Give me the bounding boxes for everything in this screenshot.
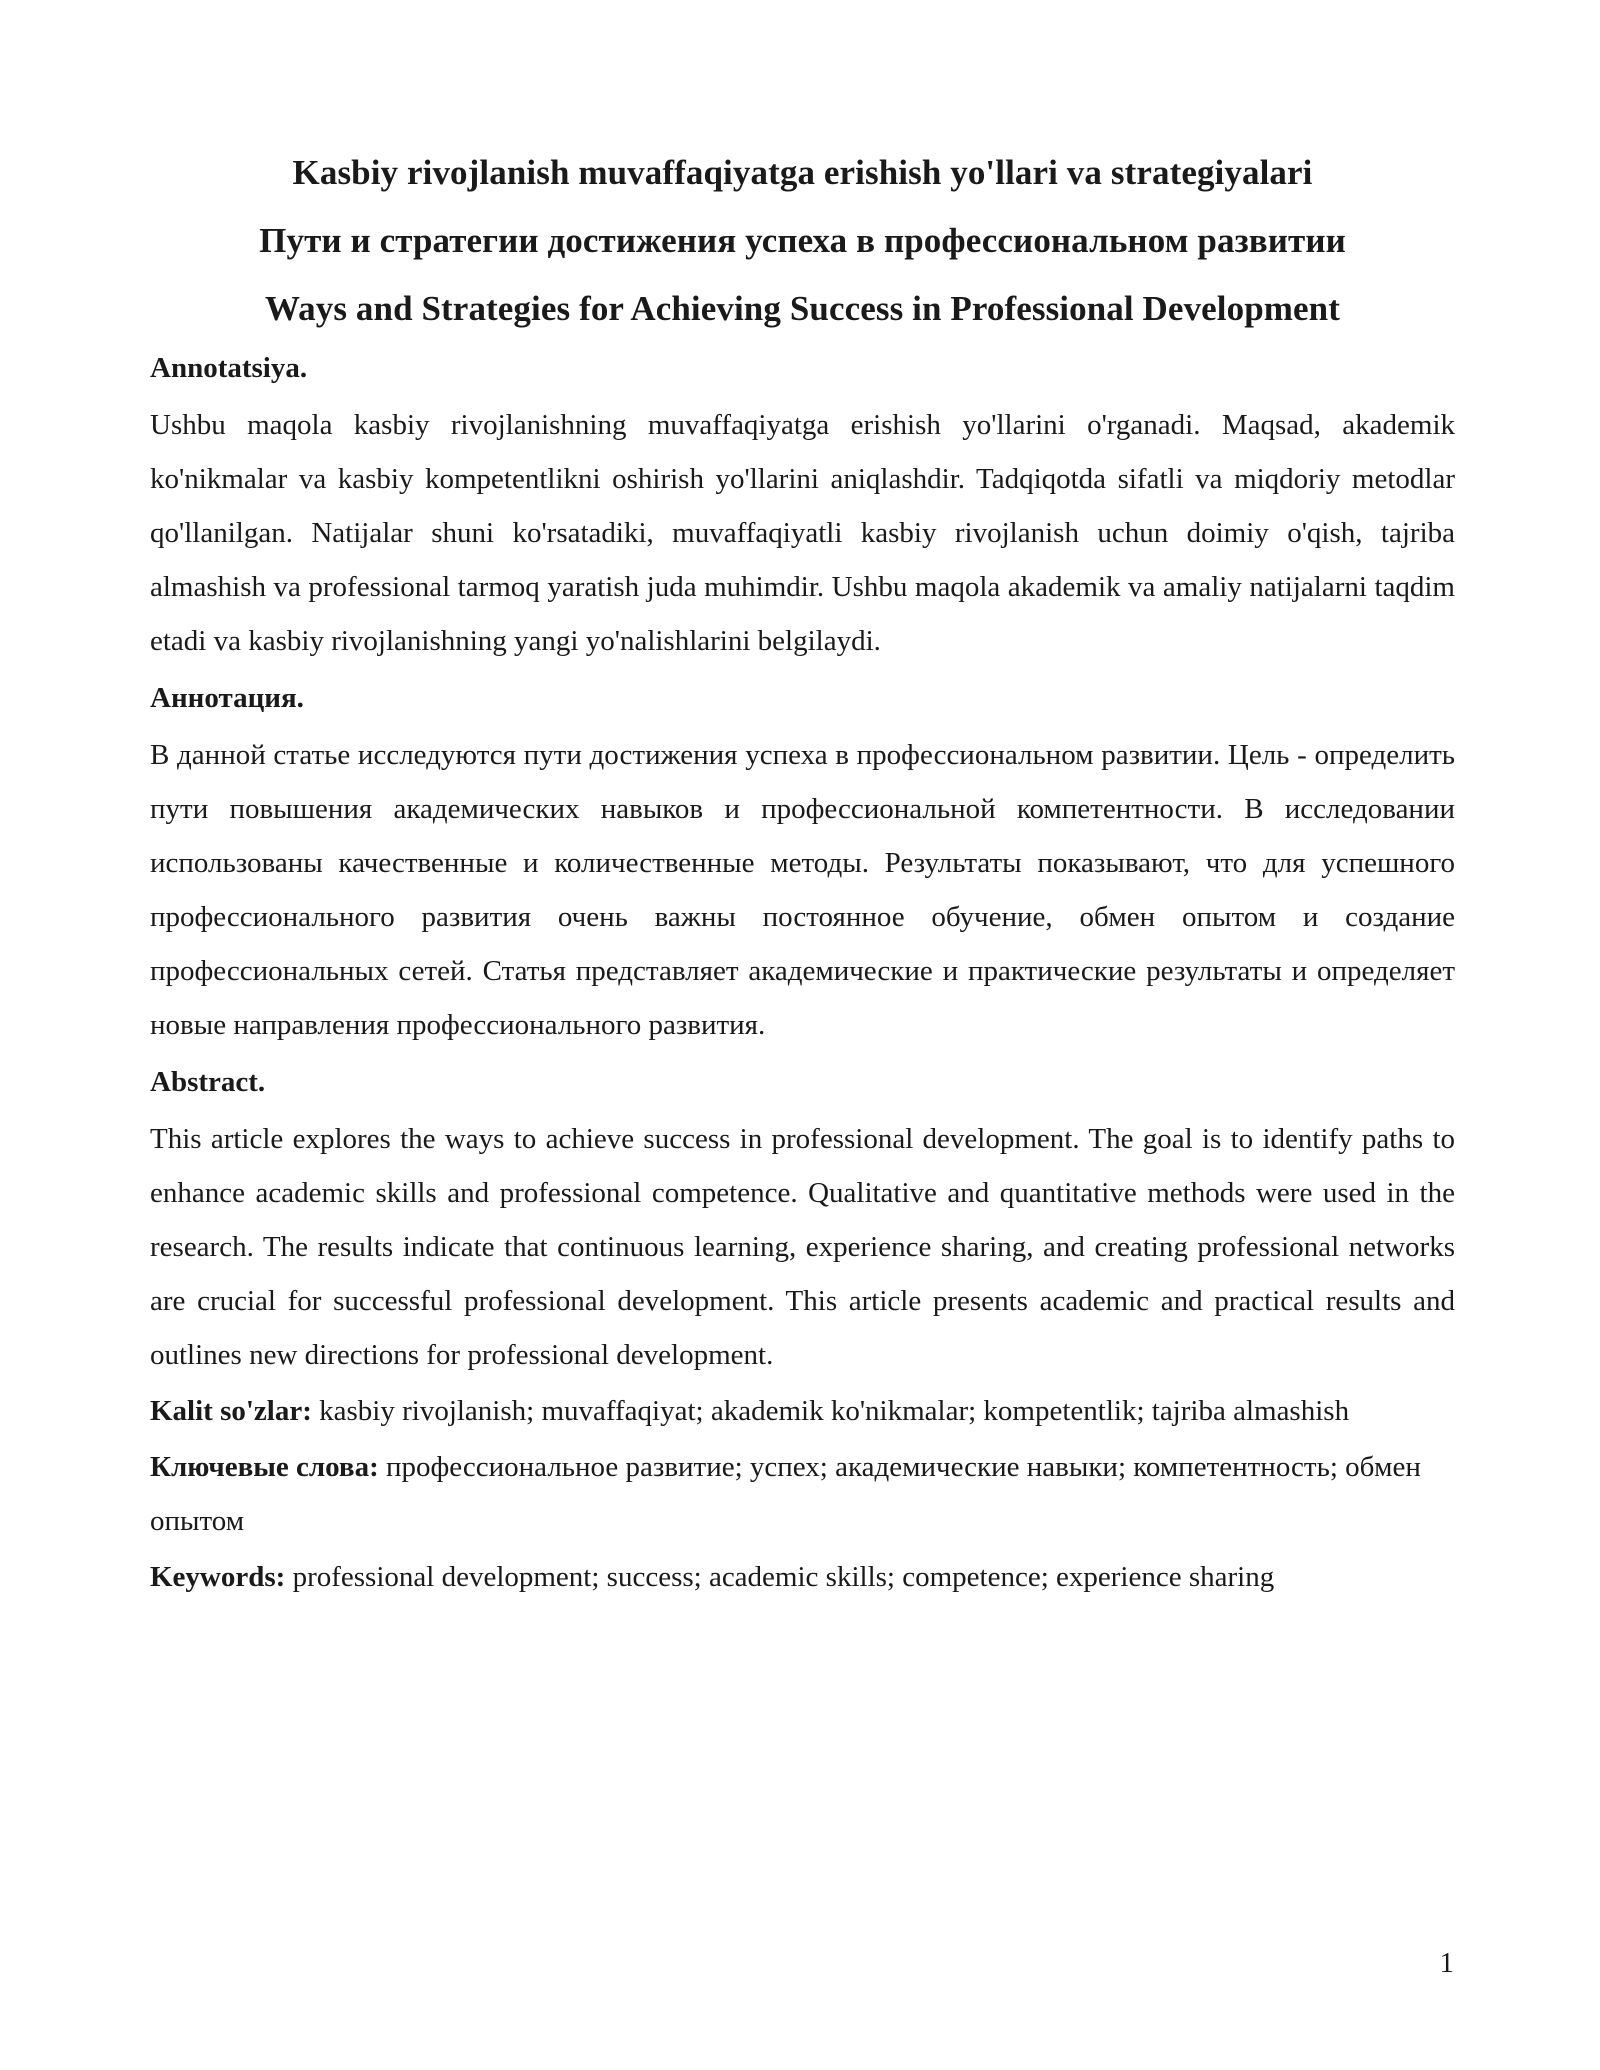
annotation-ru-heading: Аннотация. <box>150 682 304 714</box>
keywords-ru <box>150 1440 1455 1548</box>
title-russian: Пути и стратегии достижения успеха в профессиональном развитии <box>259 221 1346 260</box>
abstract-en-text: This article explores the ways to achieve success in professional development. The goal is to identify paths to enhance academic skills and professional competence. Qualitative and quantitative methods were used in the research. The results indicate that continuous learning, experience sharing, and creating professional networks are crucial for successful professional development. This article presents academic and practical results and outlines new directions for professional development. <box>150 1123 1455 1371</box>
title-uzbek: Kasbiy rivojlanish muvaffaqiyatga erishish yo'llari va strategiyalari <box>292 153 1313 192</box>
keywords-uz <box>150 1384 1455 1438</box>
keywords-en-label: Keywords: <box>150 1561 286 1593</box>
keywords-uz-label: Kalit so'zlar: <box>150 1395 312 1427</box>
abstract-en-heading: Abstract. <box>150 1066 266 1098</box>
title-english: Ways and Strategies for Achieving Success in Professional Development <box>264 289 1341 328</box>
keywords-en <box>150 1550 1455 1604</box>
keywords-ru-value: профессиональное развитие; успех; академические навыки; компетентность; обмен опытом <box>150 1451 1421 1537</box>
page-number: 1 <box>1439 1947 1454 1979</box>
keywords-uz-value: kasbiy rivojlanish; muvaffaqiyat; akademik ko'nikmalar; kompetentlik; tajriba almashish <box>319 1395 1350 1427</box>
document-page <box>150 140 1455 1604</box>
annotation-uz-heading: Annotatsiya. <box>150 352 308 384</box>
keywords-en-value: professional development; success; academic skills; competence; experience sharing <box>292 1561 1275 1593</box>
annotation-uz-text: Ushbu maqola kasbiy rivojlanishning muvaffaqiyatga erishish yo'llarini o'rganadi. Maqsad, akademik ko'nikmalar va kasbiy kompetentlikni oshirish yo'llarini aniqlashdir. Tadqiqotda sifatli va miqdoriy metodlar qo'llanilgan. Natijalar shuni ko'rsatadiki, muvaffaqiyatli kasbiy rivojlanish uchun doimiy o'qish, tajriba almashish va professional tarmoq yaratish juda muhimdir. Ushbu maqola akademik va amaliy natijalarni taqdim etadi va kasbiy rivojlanishning yangi yo'nalishlarini belgilaydi. <box>150 409 1455 657</box>
annotation-ru-text: В данной статье исследуются пути достижения успеха в профессиональном развитии. Цель - определить пути повышения академических навыков и профессиональной компетентности. В исследовании использованы качественные и количественные методы. Результаты показывают, что для успешного профессионального развития очень важны постоянное обучение, обмен опытом и создание профессиональных сетей. Статья представляет академические и практические результаты и определяет новые направления профессионального развития. <box>150 739 1455 1041</box>
keywords-ru-label: Ключевые слова: <box>150 1451 379 1483</box>
